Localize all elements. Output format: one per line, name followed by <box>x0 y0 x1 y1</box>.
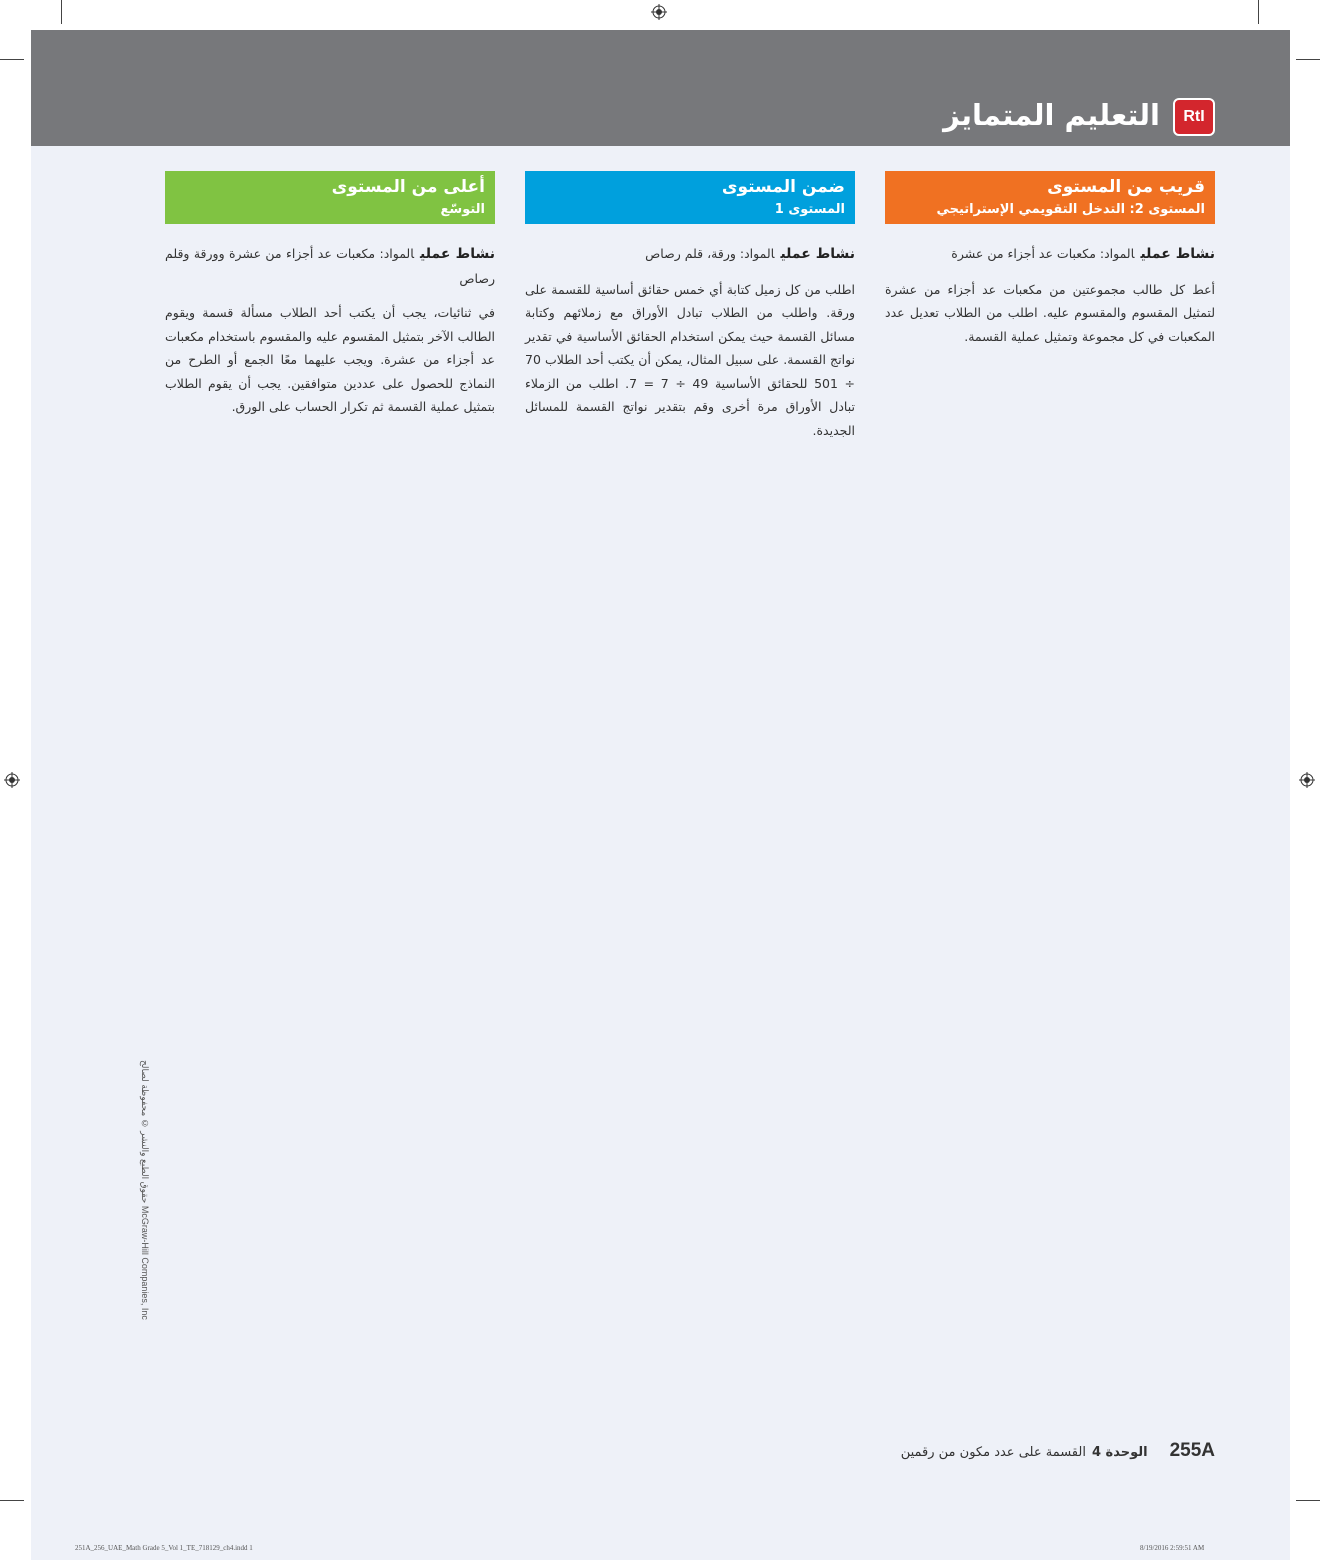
registration-mark-icon <box>4 772 20 788</box>
file-slug: 251A_256_UAE_Math Grade 5_Vol 1_TE_718129_ch4.indd 1 <box>75 1544 253 1552</box>
crop-mark <box>1258 0 1259 24</box>
activity-label: نشاط عملي <box>1140 246 1215 262</box>
crop-mark <box>1296 1500 1320 1501</box>
column-header-on-level <box>525 171 855 224</box>
column-header-beyond <box>165 171 495 224</box>
crop-mark <box>0 1500 24 1501</box>
materials-text: المواد: مكعبات عد أجزاء من عشرة وورقة وقلم رصاص <box>165 246 495 286</box>
activity-text: أعط كل طالب مجموعتين من مكعبات عد أجزاء من عشرة لتمثيل المقسوم والمقسوم عليه. اطلب من الطلاب تعديل عدد المكعبات في كل مجموعة وتمثيل عملية القسمة. <box>885 281 1215 344</box>
column-body <box>165 224 495 419</box>
activity-text: اطلب من كل زميل كتابة أي خمس حقائق أساسية للقسمة على ورقة. واطلب من الطلاب تبادل الأوراق مع زملائهم وكتابة مسائل القسمة حيث يمكن استخدام الحقائق الأساسية في تقدير نواتج القسمة. على سبيل المثال، يمكن أن يكتب أحد الطلاب 70 ÷ 501 للحقائق الأساسية 49 ÷ 7 = 7. اطلب من الزملاء تبادل الأوراق مرة أخرى وقم بتقدير نواتج القسمة للمسائل الجديدة. <box>525 281 856 438</box>
materials-line <box>165 242 495 290</box>
unit-label: الوحدة 4 <box>1091 1445 1148 1460</box>
column-title: أعلى من المستوى <box>331 177 485 197</box>
column-header-approaching <box>885 171 1215 224</box>
page-title: التعليم المتمايز <box>943 98 1160 132</box>
page-number: 255A <box>1169 1440 1215 1461</box>
activity-text: في ثنائيات، يجب أن يكتب أحد الطلاب مسألة قسمة ويقوم الطالب الآخر بتمثيل المقسوم عليه والمقسوم باستخدام مكعبات عد أجزاء من عشرة. ويجب عليهما معًا الجمع أو الطرح من النماذج للحصول على عددين متوافقين. يجب أن يقوم الطلاب بتمثيل عملية القسمة ثم تكرار الحساب على الورق. <box>165 305 495 414</box>
copyright-notice: حقوق الطبع والنشر © محفوظة لصالح McGraw-Hill Companies, Inc <box>140 1060 150 1320</box>
crop-mark <box>0 59 24 60</box>
print-timestamp: 8/19/2016 2:59:51 AM <box>1140 1544 1205 1552</box>
rti-badge: RtI <box>1173 98 1215 136</box>
crop-mark <box>1296 59 1320 60</box>
materials-line <box>525 242 855 267</box>
page-footer <box>901 1440 1215 1462</box>
materials-text: المواد: مكعبات عد أجزاء من عشرة <box>951 246 1135 261</box>
column-subtitle: المستوى 2: التدخل التقويمي الإستراتيجي <box>936 202 1205 217</box>
crop-mark <box>61 0 62 24</box>
column-subtitle: المستوى 1 <box>774 202 845 217</box>
column-beyond-level <box>165 171 495 430</box>
registration-mark-icon <box>651 4 667 20</box>
column-title: قريب من المستوى <box>1047 177 1205 197</box>
column-on-level <box>525 171 855 453</box>
unit-title: القسمة على عدد مكون من رقمين <box>900 1445 1086 1460</box>
materials-line <box>885 242 1215 267</box>
materials-text: المواد: ورقة، قلم رصاص <box>645 246 775 261</box>
column-title: ضمن المستوى <box>721 177 845 197</box>
column-subtitle: التوسّع <box>440 202 485 217</box>
registration-mark-icon <box>1299 772 1315 788</box>
activity-label: نشاط عملي <box>420 246 495 262</box>
column-approaching-level <box>885 171 1215 359</box>
column-body <box>885 224 1215 348</box>
column-body <box>525 224 855 442</box>
activity-label: نشاط عملي <box>780 246 855 262</box>
